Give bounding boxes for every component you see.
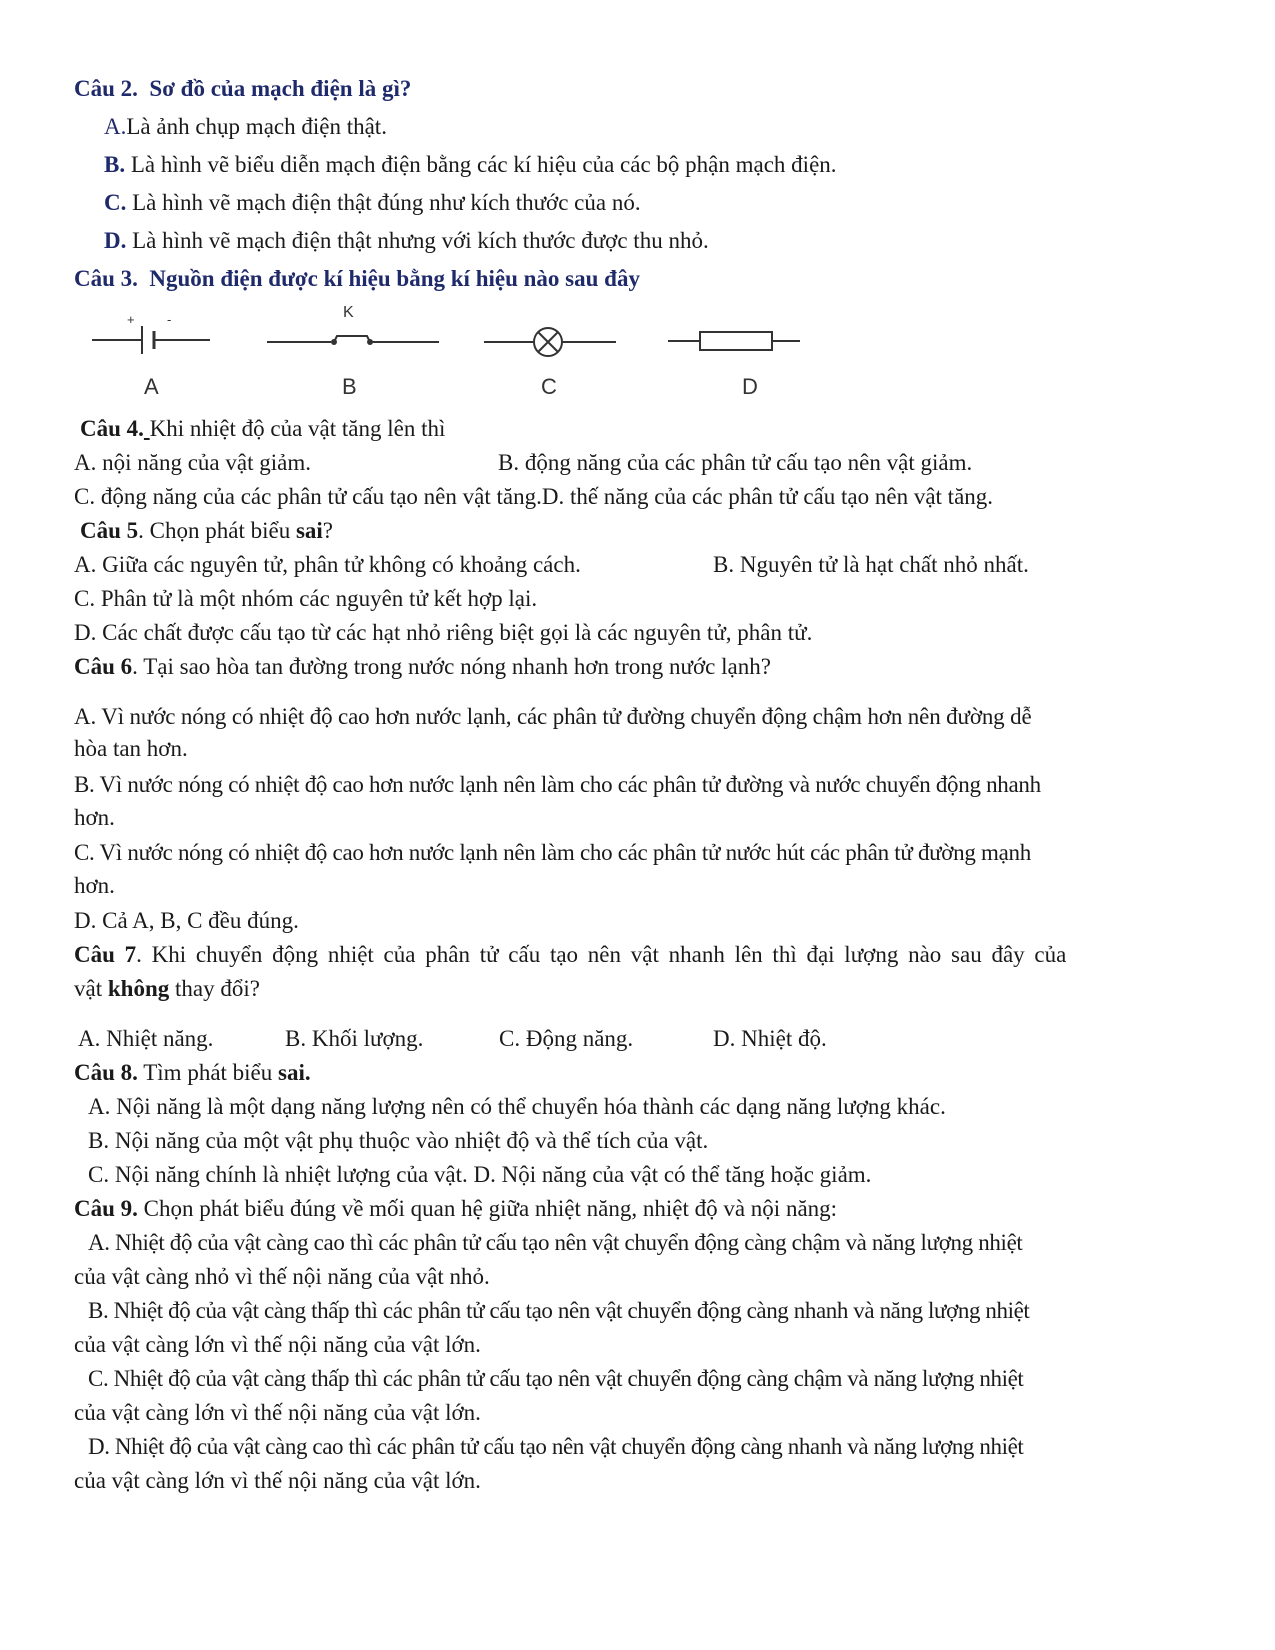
q5-heading bbox=[80, 516, 333, 546]
q8-heading bbox=[74, 1058, 311, 1088]
q7-option-c: C. Động năng. bbox=[499, 1026, 634, 1051]
q8-text-bold: sai. bbox=[278, 1060, 311, 1085]
q4-option-b: B. động năng của các phân tử cấu tạo nên vật giảm. bbox=[498, 450, 973, 475]
q5-text-post: ? bbox=[322, 518, 334, 543]
q2-c-text: Là hình vẽ mạch điện thật đúng như kích thước của nó. bbox=[132, 190, 641, 215]
q2-heading bbox=[74, 74, 411, 104]
q7-option-d: D. Nhiệt độ. bbox=[713, 1026, 827, 1051]
q5-option-d: D. Các chất được cấu tạo từ các hạt nhỏ riêng biệt gọi là các nguyên tử, phân tử. bbox=[74, 620, 813, 645]
q6-option-b-line1: B. Vì nước nóng có nhiệt độ cao hơn nước lạnh nên làm cho các phân tử đường và nước chuyển động nhanh bbox=[74, 772, 1041, 797]
q7-heading-line1 bbox=[74, 940, 1066, 970]
minus-sign: - bbox=[167, 312, 172, 327]
q5-text-bold: sai bbox=[295, 518, 323, 543]
symbol-label-b: B bbox=[342, 374, 357, 399]
q7-text2-post: thay đổi? bbox=[169, 976, 260, 1001]
q2-b-text: Là hình vẽ biểu diễn mạch điện bằng các kí hiệu của các bộ phận mạch điện. bbox=[130, 152, 837, 177]
q3-heading bbox=[74, 264, 640, 294]
q9-option-a-line2: của vật càng nhỏ vì thế nội năng của vật nhỏ. bbox=[74, 1264, 490, 1289]
symbol-label-a: A bbox=[144, 374, 159, 399]
q2-label: Câu 2. bbox=[74, 76, 138, 101]
q7-option-b: B. Khối lượng. bbox=[285, 1026, 424, 1051]
q2-option-a bbox=[104, 112, 387, 142]
q2-text: Sơ đồ của mạch điện là gì? bbox=[149, 76, 412, 101]
q2-a-letter: A. bbox=[104, 114, 127, 139]
q7-text2-bold: không bbox=[107, 976, 170, 1001]
q6-option-a-line2: hòa tan hơn. bbox=[74, 736, 188, 761]
q7-label: Câu 7 bbox=[74, 942, 137, 967]
q2-b-letter: B. bbox=[104, 152, 126, 177]
q5-label: Câu 5 bbox=[80, 518, 139, 543]
q9-option-b-line1: B. Nhiệt độ của vật càng thấp thì các phân tử cấu tạo nên vật chuyển động càng nhanh và năng lượng nhiệt bbox=[88, 1298, 1030, 1323]
q5-text-pre: . Chọn phát biểu bbox=[138, 518, 296, 543]
q5-option-b: B. Nguyên tử là hạt chất nhỏ nhất. bbox=[713, 552, 1029, 577]
q5-option-a: A. Giữa các nguyên tử, phân tử không có khoảng cách. bbox=[74, 552, 581, 577]
q2-option-c bbox=[104, 188, 641, 218]
switch-k-label: K bbox=[343, 304, 354, 321]
q7-text1: . Khi chuyển động nhiệt của phân tử cấu tạo nên vật nhanh lên thì đại lượng nào sau đây của bbox=[136, 942, 1067, 967]
q4-option-cd: C. động năng của các phân tử cấu tạo nên vật tăng.D. thế năng của các phân tử cấu tạo nên vật tăng. bbox=[74, 484, 994, 509]
q9-option-c-line2: của vật càng lớn vì thế nội năng của vật lớn. bbox=[74, 1400, 481, 1425]
q3-label: Câu 3. bbox=[74, 266, 138, 291]
q8-option-a: A. Nội năng là một dạng năng lượng nên có thể chuyển hóa thành các dạng năng lượng khác. bbox=[88, 1094, 946, 1119]
q9-option-d-line1: D. Nhiệt độ của vật càng cao thì các phân tử cấu tạo nên vật chuyển động càng nhanh và năng lượng nhiệt bbox=[88, 1434, 1024, 1459]
q8-text-pre: Tìm phát biểu bbox=[137, 1060, 279, 1085]
q6-option-c-line2: hơn. bbox=[74, 873, 115, 898]
q9-option-a-line1: A. Nhiệt độ của vật càng cao thì các phân tử cấu tạo nên vật chuyển động càng chậm và năng lượng nhiệt bbox=[88, 1230, 1023, 1255]
q2-option-b bbox=[104, 150, 837, 180]
q9-label: Câu 9. bbox=[74, 1196, 138, 1221]
q8-option-b: B. Nội năng của một vật phụ thuộc vào nhiệt độ và thể tích của vật. bbox=[88, 1128, 709, 1153]
battery-symbol bbox=[92, 318, 217, 358]
q2-d-letter: D. bbox=[104, 228, 127, 253]
switch-symbol bbox=[267, 328, 442, 352]
q2-a-text: Là ảnh chụp mạch điện thật. bbox=[126, 114, 387, 139]
resistor-symbol bbox=[668, 326, 803, 356]
q6-heading bbox=[74, 652, 771, 682]
q5-option-c: C. Phân tử là một nhóm các nguyên tử kết hợp lại. bbox=[74, 586, 538, 611]
q6-option-c-line1: C. Vì nước nóng có nhiệt độ cao hơn nước lạnh nên làm cho các phân tử nước hút các phân tử đường mạnh bbox=[74, 840, 1031, 865]
q6-option-d: D. Cả A, B, C đều đúng. bbox=[74, 908, 299, 933]
q7-text2-pre: vật bbox=[74, 976, 108, 1001]
q6-label: Câu 6 bbox=[74, 654, 133, 679]
q7-option-a: A. Nhiệt năng. bbox=[78, 1026, 214, 1051]
q6-option-a-line1: A. Vì nước nóng có nhiệt độ cao hơn nước lạnh, các phân tử đường chuyển động chậm hơn nên đường dễ bbox=[74, 704, 1032, 729]
q9-option-b-line2: của vật càng lớn vì thế nội năng của vật lớn. bbox=[74, 1332, 481, 1357]
q2-d-text: Là hình vẽ mạch điện thật nhưng với kích thước được thu nhỏ. bbox=[132, 228, 709, 253]
lamp-symbol bbox=[484, 322, 619, 362]
q4-label: Câu 4. bbox=[80, 416, 144, 441]
q9-text: Chọn phát biểu đúng về mối quan hệ giữa nhiệt năng, nhiệt độ và nội năng: bbox=[137, 1196, 838, 1221]
q8-option-cd: C. Nội năng chính là nhiệt lượng của vật. D. Nội năng của vật có thể tăng hoặc giảm. bbox=[88, 1162, 872, 1187]
q2-c-letter: C. bbox=[104, 190, 127, 215]
q6-option-b-line2: hơn. bbox=[74, 805, 115, 830]
q2-option-d bbox=[104, 226, 709, 256]
q4-option-a: A. nội năng của vật giảm. bbox=[74, 450, 311, 475]
q9-option-c-line1: C. Nhiệt độ của vật càng thấp thì các phân tử cấu tạo nên vật chuyển động càng chậm và năng lượng nhiệt bbox=[88, 1366, 1024, 1391]
q6-text: . Tại sao hòa tan đường trong nước nóng nhanh hơn trong nước lạnh? bbox=[132, 654, 771, 679]
q3-text: Nguồn điện được kí hiệu bằng kí hiệu nào sau đây bbox=[149, 266, 640, 291]
q9-heading bbox=[74, 1194, 837, 1224]
symbol-label-d: D bbox=[742, 374, 758, 399]
q7-heading-line2 bbox=[74, 974, 260, 1004]
symbol-label-c: C bbox=[541, 374, 557, 399]
plus-sign: + bbox=[127, 312, 135, 327]
q4-heading bbox=[80, 414, 445, 444]
q9-option-d-line2: của vật càng lớn vì thế nội năng của vật lớn. bbox=[74, 1468, 481, 1493]
q8-label: Câu 8. bbox=[74, 1060, 138, 1085]
q4-text: Khi nhiệt độ của vật tăng lên thì bbox=[149, 416, 446, 441]
